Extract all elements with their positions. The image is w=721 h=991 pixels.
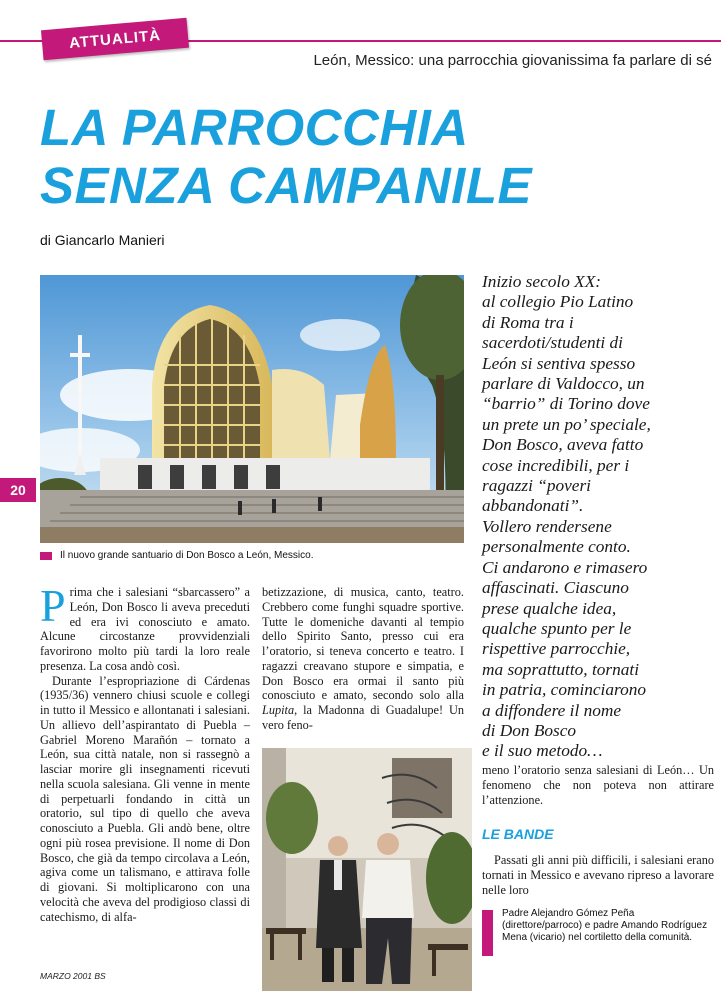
- pull-quote-line: ma soprattutto, tornati: [482, 659, 639, 679]
- drop-cap: P: [40, 580, 66, 631]
- headline-line-2: SENZA CAMPANILE: [40, 157, 532, 214]
- pull-quote-line: Vollero rendersene: [482, 516, 612, 536]
- pull-quote-line: qualche spunto per le: [482, 618, 632, 638]
- section-tag: ATTUALITÀ: [41, 18, 189, 61]
- section-heading: LE BANDE: [482, 826, 554, 842]
- pull-quote-line: affascinati. Ciascuno: [482, 578, 629, 598]
- body-column-3: [482, 763, 714, 807]
- pull-quote-line: di Roma tra i: [482, 312, 574, 332]
- pull-quote-line: prese qualche idea,: [482, 598, 617, 618]
- photo2-caption: Padre Alejandro Gómez Peña (direttore/parroco) e padre Amando Rodríguez Mena (vicario) nel cortiletto della comunità.: [502, 908, 708, 944]
- footer-issue: MARZO 2001 BS: [40, 971, 106, 981]
- pull-quote-line: al collegio Pio Latino: [482, 292, 634, 312]
- pull-quote-line: di Don Bosco: [482, 720, 577, 740]
- body-paragraph: Passati gli anni più difficili, i salesiani erano tornati in Messico e avevano ripreso a lavorare nelle loro: [482, 853, 714, 897]
- pull-quote-line: Don Bosco, aveva fatto: [482, 435, 644, 455]
- body-column-1: [40, 580, 250, 924]
- body-column-4: [482, 853, 714, 897]
- pull-quote-line: sacerdoti/studenti di: [482, 333, 623, 353]
- pull-quote-line: rispettive parrocchie,: [482, 639, 631, 659]
- body-text: rima che i salesiani “sbarcassero” a León, Don Bosco li aveva preceduti ed era ivi conosciuto e amato. Alcune circostanze provvidenziali favorirono molto più tardi la loro reale presenza. La cosa andò così.: [40, 585, 250, 673]
- caption-marker: [482, 910, 493, 956]
- church-photo: [40, 275, 464, 543]
- body-text: betizzazione, di musica, canto, teatro. Crebbero come funghi squadre sportive. Tutte le domeniche davanti al tempio dello Spirito Santo, presso cui era l’oratorio, si teneva concerto e teatro. I ragazzi creavano stupore e simpatia, e Don Bosco era ormai il santo più conosciuto e amato, secondo solo alla: [262, 585, 464, 703]
- pull-quote-line: personalmente conto.: [482, 537, 631, 557]
- pull-quote-line: “barrio” di Torino dove: [482, 394, 650, 414]
- priests-photo: [262, 748, 472, 991]
- caption-marker: [40, 552, 52, 560]
- pull-quote-line: e il suo metodo…: [482, 741, 603, 761]
- pull-quote-line: León si sentiva spesso: [482, 353, 636, 373]
- pull-quote-line: un prete un po’ speciale,: [482, 414, 651, 434]
- headline-line-1: LA PARROCCHIA: [40, 99, 469, 156]
- page-number: 20: [0, 478, 36, 502]
- body-paragraph: Durante l’espropriazione di Cárdenas (1935/36) vennero chiusi scuole e collegi in tutto il Messico e allontanati i salesiani. Un allievo dell’aspirantato di Puebla – Gabriel Moreno Marañón – tornato a León, sua città natale, non si rassegnò a lasciar morire gli insegnamenti ricevuti nella scuola salesiana. Gli venne in mente di perpetuarli fondando in città un oratorio, sul tipo di quello che aveva conosciuto a Puebla. Gli andò bene, oltre ogni più rosea previsione. Il nome di Don Bosco, che già da tempo circolava a León, agiva come un talismano, e attirava folle di giovani. Si moltiplicarono con una velocità che aveva del prodigioso classi di catechismo, di alfa-: [40, 673, 250, 924]
- photo-caption-text: Il nuovo grande santuario di Don Bosco a León, Messico.: [60, 550, 314, 561]
- kicker: León, Messico: una parrocchia giovanissima fa parlare di sé: [313, 52, 712, 69]
- pull-quote-line: parlare di Valdocco, un: [482, 374, 645, 394]
- byline: di Giancarlo Manieri: [40, 232, 165, 248]
- photo-caption: [40, 550, 464, 561]
- pull-quote-line: Ci andarono e rimasero: [482, 557, 648, 577]
- pull-quote-line: a diffondere il nome: [482, 700, 622, 720]
- body-text: , la Madonna di Guadalupe! Un vero feno-: [262, 703, 464, 732]
- body-text-italic: Lupita: [262, 703, 295, 717]
- body-paragraph: meno l’oratorio senza salesiani di León… Un fenomeno che non poteva non attirare l’attenzione.: [482, 763, 714, 807]
- photo2-caption-block: [482, 908, 718, 960]
- pull-quote-line: Inizio secolo XX:: [482, 272, 602, 291]
- pull-quote-line: in patria, cominciarono: [482, 680, 647, 700]
- pull-quote-line: cose incredibili, per i: [482, 455, 630, 475]
- body-paragraph: [262, 585, 464, 733]
- body-column-2: [262, 585, 464, 733]
- pull-quote-line: ragazzi “poveri: [482, 476, 591, 496]
- body-paragraph: [40, 580, 250, 674]
- pull-quote-line: abbandonati”.: [482, 496, 584, 516]
- pull-quote: [482, 272, 718, 762]
